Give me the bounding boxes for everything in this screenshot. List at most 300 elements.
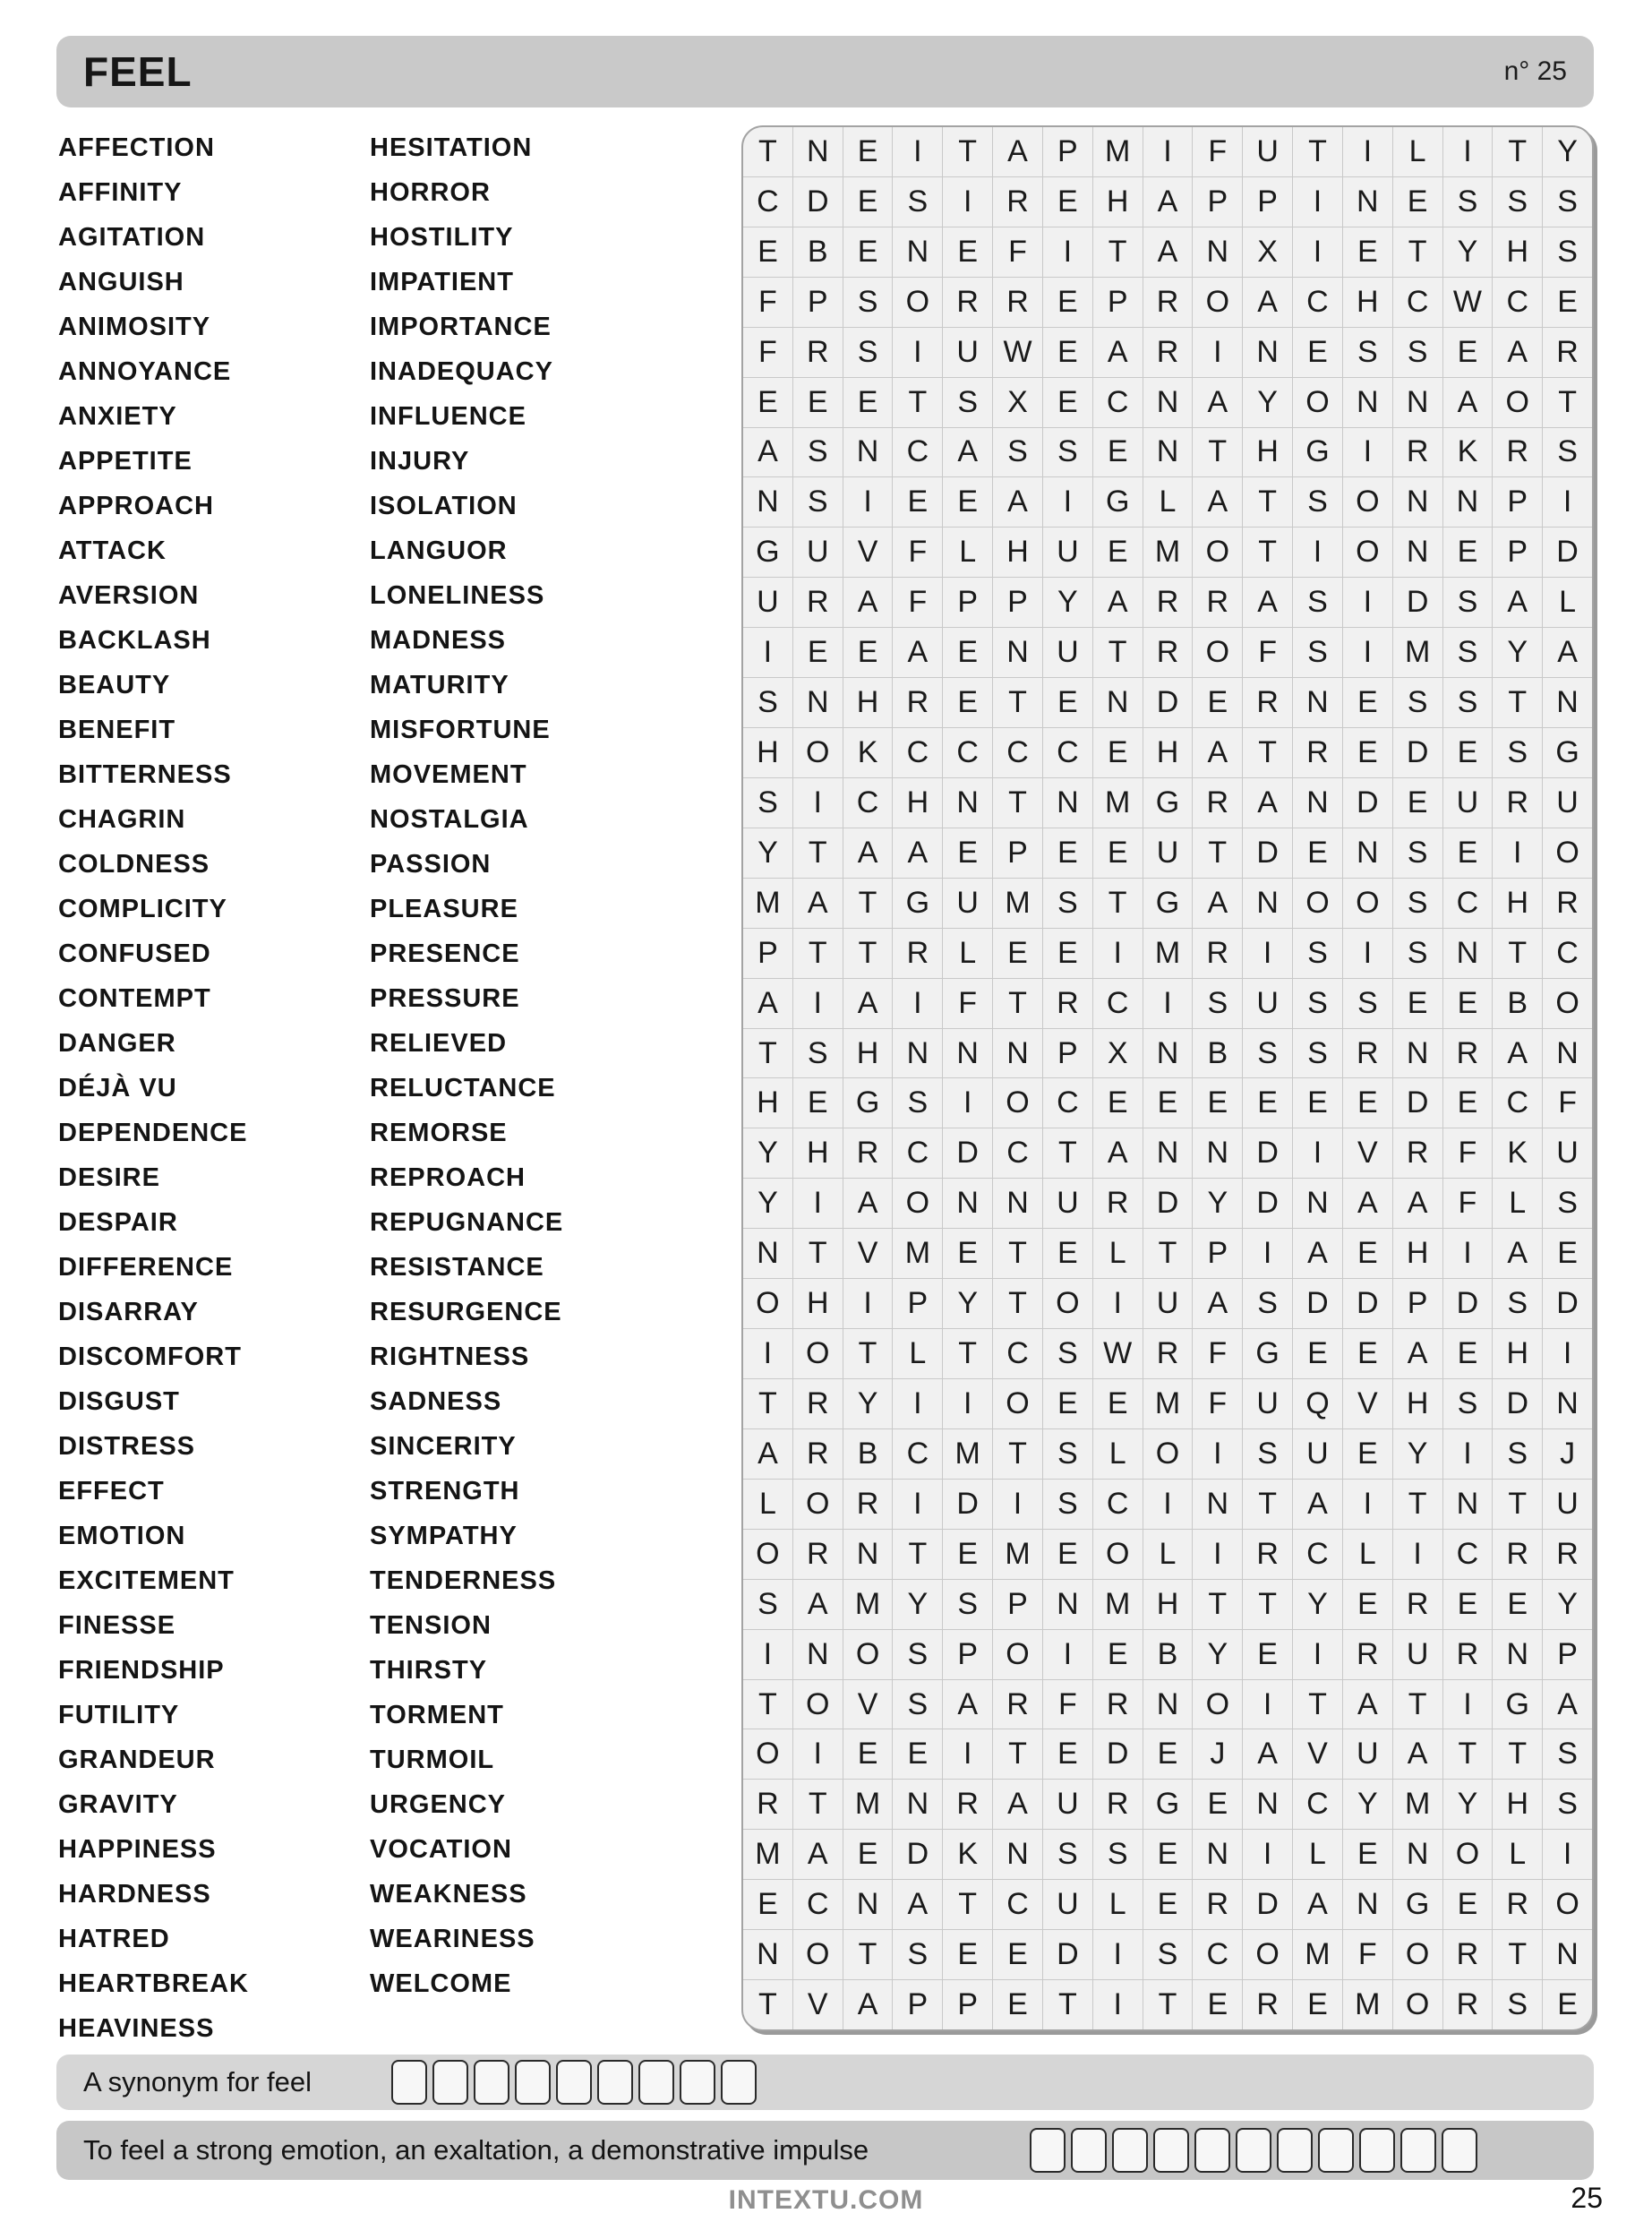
grid-cell[interactable]: T [1143,1980,1193,2029]
grid-cell[interactable]: P [993,1580,1042,1629]
grid-cell[interactable]: E [793,378,843,427]
grid-cell[interactable]: F [1193,1379,1242,1428]
grid-cell[interactable]: C [1093,378,1143,427]
grid-cell[interactable]: P [1193,1229,1242,1278]
grid-cell[interactable]: B [1493,979,1542,1028]
grid-cell[interactable]: S [1443,578,1493,627]
grid-cell[interactable]: S [1293,477,1342,527]
grid-cell[interactable]: I [1093,1980,1143,2029]
grid-cell[interactable]: C [893,1429,942,1479]
grid-cell[interactable]: T [1043,1128,1092,1178]
grid-cell[interactable]: A [1393,1179,1442,1228]
grid-cell[interactable]: E [1043,378,1092,427]
grid-cell[interactable]: B [1143,1630,1193,1679]
grid-cell[interactable]: G [1293,428,1342,477]
grid-cell[interactable]: R [1143,628,1193,677]
grid-cell[interactable]: I [1343,127,1392,176]
grid-cell[interactable]: T [843,879,893,928]
grid-cell[interactable]: D [1543,528,1592,577]
grid-cell[interactable]: G [1143,879,1193,928]
grid-cell[interactable]: S [1543,1780,1592,1829]
grid-cell[interactable]: N [1393,477,1442,527]
grid-cell[interactable]: R [1343,1630,1392,1679]
grid-cell[interactable]: E [943,628,992,677]
grid-cell[interactable]: H [843,678,893,727]
grid-cell[interactable]: A [1143,177,1193,227]
grid-cell[interactable]: E [1343,1429,1392,1479]
grid-cell[interactable]: R [1193,578,1242,627]
grid-cell[interactable]: E [793,1078,843,1128]
grid-cell[interactable]: U [793,528,843,577]
grid-cell[interactable]: L [1293,1830,1342,1879]
grid-cell[interactable]: S [893,1630,942,1679]
grid-cell[interactable]: C [743,177,792,227]
grid-cell[interactable]: R [943,1780,992,1829]
grid-cell[interactable]: R [1093,1780,1143,1829]
grid-cell[interactable]: E [1143,1830,1193,1879]
grid-cell[interactable]: I [1143,127,1193,176]
grid-cell[interactable]: E [743,227,792,277]
grid-cell[interactable]: C [893,728,942,777]
grid-cell[interactable]: S [993,428,1042,477]
grid-cell[interactable]: O [743,1279,792,1328]
grid-cell[interactable]: I [1093,929,1143,978]
grid-cell[interactable]: A [943,428,992,477]
grid-cell[interactable]: S [1443,177,1493,227]
grid-cell[interactable]: N [793,127,843,176]
grid-cell[interactable]: U [1043,1179,1092,1228]
grid-cell[interactable]: E [943,828,992,878]
grid-cell[interactable]: C [1443,1530,1493,1579]
grid-cell[interactable]: T [1243,1580,1292,1629]
grid-cell[interactable]: O [743,1729,792,1779]
grid-cell[interactable]: U [1043,1780,1092,1829]
grid-cell[interactable]: N [1543,1379,1592,1428]
grid-cell[interactable]: S [1443,628,1493,677]
grid-cell[interactable]: K [1493,1128,1542,1178]
grid-cell[interactable]: T [793,828,843,878]
grid-cell[interactable]: E [1443,828,1493,878]
grid-cell[interactable]: I [893,328,942,377]
grid-cell[interactable]: E [1343,1329,1392,1378]
grid-cell[interactable]: E [1193,678,1242,727]
grid-cell[interactable]: R [1493,1530,1542,1579]
grid-cell[interactable]: S [1393,828,1442,878]
grid-cell[interactable]: S [893,1930,942,1979]
grid-cell[interactable]: R [993,177,1042,227]
grid-cell[interactable]: V [1293,1729,1342,1779]
grid-cell[interactable]: U [743,578,792,627]
grid-cell[interactable]: N [1343,828,1392,878]
grid-cell[interactable]: S [893,1078,942,1128]
grid-cell[interactable]: N [793,1630,843,1679]
grid-cell[interactable]: E [1343,678,1392,727]
grid-cell[interactable]: Y [1393,1429,1442,1479]
grid-cell[interactable]: T [793,1229,843,1278]
grid-cell[interactable]: A [1243,778,1292,828]
grid-cell[interactable]: I [1343,929,1392,978]
grid-cell[interactable]: E [1443,528,1493,577]
grid-cell[interactable]: T [1193,428,1242,477]
grid-cell[interactable]: D [1343,778,1392,828]
grid-cell[interactable]: H [743,728,792,777]
grid-cell[interactable]: O [1543,979,1592,1028]
grid-cell[interactable]: R [1293,728,1342,777]
grid-cell[interactable]: T [1243,728,1292,777]
grid-cell[interactable]: I [743,628,792,677]
grid-cell[interactable]: N [1043,1580,1092,1629]
grid-cell[interactable]: E [1243,1630,1292,1679]
grid-cell[interactable]: N [1443,477,1493,527]
grid-cell[interactable]: N [1093,678,1143,727]
grid-cell[interactable]: N [1293,778,1342,828]
grid-cell[interactable]: L [1093,1429,1143,1479]
grid-cell[interactable]: A [993,477,1042,527]
grid-cell[interactable]: N [943,1029,992,1078]
grid-cell[interactable]: O [1443,1830,1493,1879]
answer-letter-box[interactable] [1030,2128,1066,2173]
grid-cell[interactable]: I [943,1078,992,1128]
grid-cell[interactable]: I [1293,1630,1342,1679]
grid-cell[interactable]: S [1393,678,1442,727]
grid-cell[interactable]: N [1193,1480,1242,1529]
grid-cell[interactable]: A [1293,1229,1342,1278]
grid-cell[interactable]: N [1393,1830,1442,1879]
grid-cell[interactable]: E [993,1930,1042,1979]
grid-cell[interactable]: H [1393,1229,1442,1278]
grid-cell[interactable]: S [1493,1429,1542,1479]
grid-cell[interactable]: N [893,1029,942,1078]
grid-cell[interactable]: S [1243,1029,1292,1078]
grid-cell[interactable]: S [743,678,792,727]
grid-cell[interactable]: A [1243,1729,1292,1779]
grid-cell[interactable]: T [1093,227,1143,277]
grid-cell[interactable]: E [1343,227,1392,277]
grid-cell[interactable]: M [1393,1780,1442,1829]
grid-cell[interactable]: H [1493,879,1542,928]
grid-cell[interactable]: F [993,227,1042,277]
grid-cell[interactable]: E [943,477,992,527]
grid-cell[interactable]: Y [893,1580,942,1629]
grid-cell[interactable]: E [1343,1078,1392,1128]
grid-cell[interactable]: T [1293,1680,1342,1729]
grid-cell[interactable]: O [1543,1880,1592,1929]
grid-cell[interactable]: B [843,1429,893,1479]
grid-cell[interactable]: E [1193,1780,1242,1829]
grid-cell[interactable]: D [1493,1379,1542,1428]
grid-cell[interactable]: U [1543,1480,1592,1529]
grid-cell[interactable]: I [1243,1830,1292,1879]
grid-cell[interactable]: I [1143,979,1193,1028]
grid-cell[interactable]: G [1493,1680,1542,1729]
grid-cell[interactable]: N [1543,1029,1592,1078]
grid-cell[interactable]: T [1243,1480,1292,1529]
grid-cell[interactable]: M [1143,528,1193,577]
grid-cell[interactable]: C [1293,1780,1342,1829]
grid-cell[interactable]: E [1093,1630,1143,1679]
grid-cell[interactable]: E [843,628,893,677]
grid-cell[interactable]: F [743,278,792,327]
grid-cell[interactable]: R [943,278,992,327]
grid-cell[interactable]: P [1043,127,1092,176]
grid-cell[interactable]: L [1543,578,1592,627]
grid-cell[interactable]: S [893,177,942,227]
grid-cell[interactable]: N [1293,1179,1342,1228]
grid-cell[interactable]: E [843,1729,893,1779]
grid-cell[interactable]: S [1293,578,1342,627]
grid-cell[interactable]: D [1093,1729,1143,1779]
grid-cell[interactable]: R [1393,428,1442,477]
grid-cell[interactable]: A [743,428,792,477]
grid-cell[interactable]: H [1493,1329,1542,1378]
grid-cell[interactable]: E [1043,278,1092,327]
grid-cell[interactable]: E [1293,1980,1342,2029]
grid-cell[interactable]: T [993,1279,1042,1328]
grid-cell[interactable]: T [1493,1480,1542,1529]
grid-cell[interactable]: M [1143,929,1193,978]
grid-cell[interactable]: S [1043,1830,1092,1879]
answer-letter-box[interactable] [432,2060,468,2105]
grid-cell[interactable]: T [1193,828,1242,878]
grid-cell[interactable]: I [1443,1229,1493,1278]
grid-cell[interactable]: D [1243,1179,1292,1228]
grid-cell[interactable]: A [893,828,942,878]
grid-cell[interactable]: E [1093,828,1143,878]
grid-cell[interactable]: O [993,1630,1042,1679]
grid-cell[interactable]: R [1093,1179,1143,1228]
grid-cell[interactable]: Y [1543,1580,1592,1629]
grid-cell[interactable]: F [893,578,942,627]
grid-cell[interactable]: M [1093,1580,1143,1629]
grid-cell[interactable]: N [1493,1630,1542,1679]
grid-cell[interactable]: R [1393,1128,1442,1178]
grid-cell[interactable]: D [1043,1930,1092,1979]
grid-cell[interactable]: E [1443,1580,1493,1629]
grid-cell[interactable]: E [1043,1530,1092,1579]
grid-cell[interactable]: I [1043,1630,1092,1679]
grid-cell[interactable]: E [1443,1078,1493,1128]
grid-cell[interactable]: T [1243,477,1292,527]
grid-cell[interactable]: K [1443,428,1493,477]
grid-cell[interactable]: T [743,1680,792,1729]
grid-cell[interactable]: I [893,979,942,1028]
answer-letter-box[interactable] [638,2060,674,2105]
answer-letter-box[interactable] [1318,2128,1354,2173]
grid-cell[interactable]: R [1143,578,1193,627]
grid-cell[interactable]: E [1393,177,1442,227]
grid-cell[interactable]: A [993,1780,1042,1829]
grid-cell[interactable]: I [1293,177,1342,227]
grid-cell[interactable]: S [1543,1729,1592,1779]
grid-cell[interactable]: D [1243,1880,1292,1929]
grid-cell[interactable]: M [893,1229,942,1278]
grid-cell[interactable]: I [793,979,843,1028]
grid-cell[interactable]: S [1543,428,1592,477]
grid-cell[interactable]: Y [1543,127,1592,176]
grid-cell[interactable]: C [993,1128,1042,1178]
grid-cell[interactable]: L [743,1480,792,1529]
grid-cell[interactable]: O [993,1379,1042,1428]
grid-cell[interactable]: N [893,227,942,277]
grid-cell[interactable]: H [1343,278,1392,327]
grid-cell[interactable]: I [1293,227,1342,277]
grid-cell[interactable]: O [1393,1980,1442,2029]
answer-letter-box[interactable] [1359,2128,1395,2173]
grid-cell[interactable]: M [993,879,1042,928]
grid-cell[interactable]: C [1293,278,1342,327]
grid-cell[interactable]: E [1043,177,1092,227]
grid-cell[interactable]: O [1343,879,1392,928]
grid-cell[interactable]: D [1293,1279,1342,1328]
grid-cell[interactable]: P [1493,528,1542,577]
grid-cell[interactable]: S [1543,177,1592,227]
grid-cell[interactable]: A [843,1179,893,1228]
grid-cell[interactable]: N [1193,227,1242,277]
grid-cell[interactable]: T [893,378,942,427]
grid-cell[interactable]: M [993,1530,1042,1579]
grid-cell[interactable]: V [843,1680,893,1729]
grid-cell[interactable]: R [1443,1029,1493,1078]
grid-cell[interactable]: C [893,428,942,477]
grid-cell[interactable]: A [893,1880,942,1929]
grid-cell[interactable]: N [743,477,792,527]
grid-cell[interactable]: R [793,1379,843,1428]
grid-cell[interactable]: I [1293,528,1342,577]
grid-cell[interactable]: M [1093,778,1143,828]
grid-cell[interactable]: T [1443,1729,1493,1779]
grid-cell[interactable]: R [993,1680,1042,1729]
grid-cell[interactable]: T [993,1229,1042,1278]
grid-cell[interactable]: R [1443,1630,1493,1679]
grid-cell[interactable]: T [1543,378,1592,427]
grid-cell[interactable]: A [893,628,942,677]
grid-cell[interactable]: M [1343,1980,1392,2029]
grid-cell[interactable]: N [1143,428,1193,477]
answer-letter-box[interactable] [1442,2128,1477,2173]
grid-cell[interactable]: T [993,678,1042,727]
grid-cell[interactable]: S [943,378,992,427]
grid-cell[interactable]: S [1543,227,1592,277]
grid-cell[interactable]: I [943,177,992,227]
grid-cell[interactable]: U [1243,979,1292,1028]
grid-cell[interactable]: R [1543,328,1592,377]
grid-cell[interactable]: S [1393,929,1442,978]
grid-cell[interactable]: O [793,1329,843,1378]
grid-cell[interactable]: A [843,1980,893,2029]
grid-cell[interactable]: A [793,1830,843,1879]
grid-cell[interactable]: N [1243,879,1292,928]
grid-cell[interactable]: S [1493,1279,1542,1328]
grid-cell[interactable]: U [1143,828,1193,878]
grid-cell[interactable]: T [993,1429,1042,1479]
grid-cell[interactable]: N [1293,678,1342,727]
grid-cell[interactable]: E [1293,1329,1342,1378]
grid-cell[interactable]: D [943,1128,992,1178]
grid-cell[interactable]: W [1443,278,1493,327]
grid-cell[interactable]: E [1093,1379,1143,1428]
grid-cell[interactable]: O [1393,1930,1442,1979]
grid-cell[interactable]: P [993,578,1042,627]
grid-cell[interactable]: R [993,278,1042,327]
grid-cell[interactable]: H [793,1128,843,1178]
grid-cell[interactable]: I [993,1480,1042,1529]
grid-cell[interactable]: C [993,1880,1042,1929]
grid-cell[interactable]: T [1093,628,1143,677]
grid-cell[interactable]: A [1093,1128,1143,1178]
grid-cell[interactable]: T [943,1880,992,1929]
grid-cell[interactable]: C [793,1880,843,1929]
grid-cell[interactable]: S [1493,728,1542,777]
grid-cell[interactable]: I [1493,828,1542,878]
grid-cell[interactable]: Y [1193,1630,1242,1679]
grid-cell[interactable]: I [1443,1429,1493,1479]
grid-cell[interactable]: U [1393,1630,1442,1679]
grid-cell[interactable]: S [1443,678,1493,727]
grid-cell[interactable]: E [843,177,893,227]
grid-cell[interactable]: S [1293,979,1342,1028]
grid-cell[interactable]: S [1493,1980,1542,2029]
grid-cell[interactable]: S [843,278,893,327]
answer-letter-box[interactable] [474,2060,509,2105]
grid-cell[interactable]: E [1043,828,1092,878]
grid-cell[interactable]: I [1343,1480,1392,1529]
grid-cell[interactable]: S [893,1680,942,1729]
answer-letter-box[interactable] [1277,2128,1313,2173]
grid-cell[interactable]: N [793,678,843,727]
grid-cell[interactable]: I [1143,1480,1193,1529]
grid-cell[interactable]: V [1343,1379,1392,1428]
grid-cell[interactable]: A [1493,1229,1542,1278]
grid-cell[interactable]: R [1443,1980,1493,2029]
grid-cell[interactable]: E [1293,828,1342,878]
grid-cell[interactable]: N [993,628,1042,677]
grid-cell[interactable]: A [1393,1329,1442,1378]
grid-cell[interactable]: N [1393,528,1442,577]
grid-cell[interactable]: E [843,378,893,427]
grid-cell[interactable]: E [1043,328,1092,377]
grid-cell[interactable]: D [1543,1279,1592,1328]
grid-cell[interactable]: E [843,127,893,176]
grid-cell[interactable]: U [1243,1379,1292,1428]
grid-cell[interactable]: N [1393,1029,1442,1078]
grid-cell[interactable]: A [1493,1029,1542,1078]
answer-letter-box[interactable] [680,2060,715,2105]
grid-cell[interactable]: E [1093,428,1143,477]
grid-cell[interactable]: R [843,1128,893,1178]
grid-cell[interactable]: P [893,1279,942,1328]
grid-cell[interactable]: I [1443,127,1493,176]
grid-cell[interactable]: T [1393,227,1442,277]
grid-cell[interactable]: U [943,328,992,377]
grid-cell[interactable]: A [1193,879,1242,928]
grid-cell[interactable]: A [743,979,792,1028]
grid-cell[interactable]: I [1193,328,1242,377]
grid-cell[interactable]: E [743,378,792,427]
grid-cell[interactable]: O [1193,1680,1242,1729]
grid-cell[interactable]: L [943,929,992,978]
grid-cell[interactable]: I [1243,929,1292,978]
grid-cell[interactable]: M [843,1780,893,1829]
grid-cell[interactable]: O [793,1480,843,1529]
grid-cell[interactable]: I [843,1279,893,1328]
grid-cell[interactable]: S [1543,1179,1592,1228]
grid-cell[interactable]: F [1443,1179,1493,1228]
grid-cell[interactable]: T [743,1029,792,1078]
grid-cell[interactable]: R [1243,678,1292,727]
grid-cell[interactable]: R [1393,1580,1442,1629]
grid-cell[interactable]: U [1243,127,1292,176]
grid-cell[interactable]: T [1143,1229,1193,1278]
